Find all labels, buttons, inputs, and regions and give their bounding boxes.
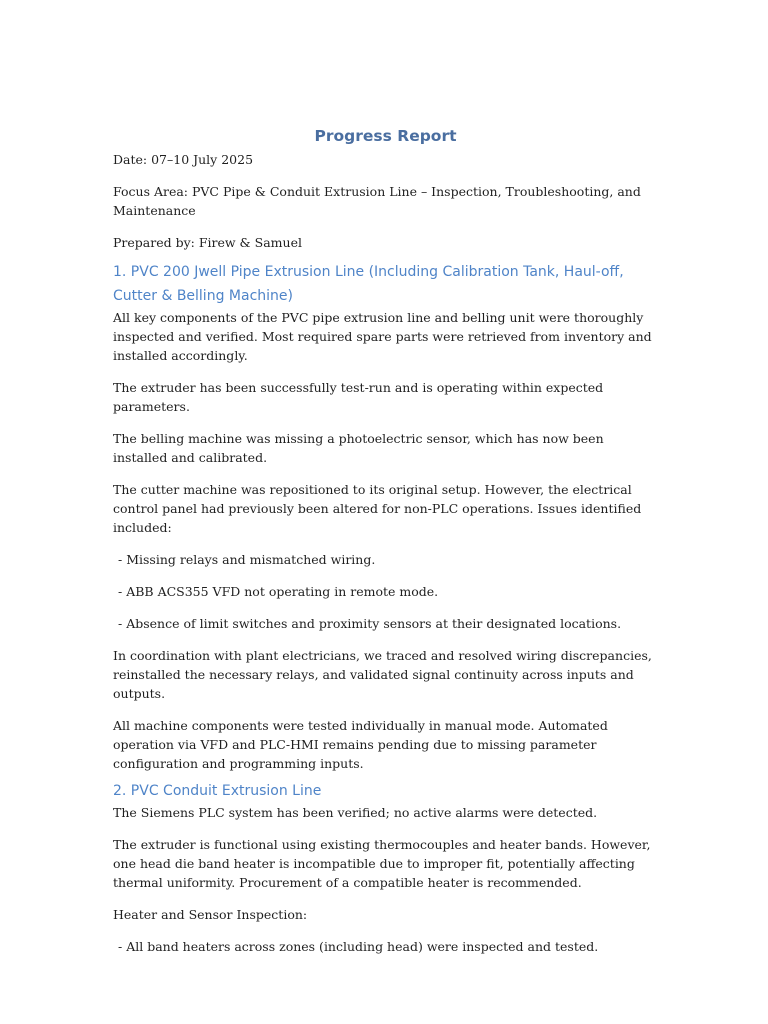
section-1-paragraph: The belling machine was missing a photoelectric sensor, which has now been installed and calibrated.	[113, 431, 604, 465]
list-item: - All band heaters across zones (including head) were inspected and tested.	[118, 939, 599, 954]
list-item: - Missing relays and mismatched wiring.	[118, 552, 376, 567]
section-2-paragraph: The Siemens PLC system has been verified; no active alarms were detected.	[113, 805, 598, 820]
document-body	[113, 125, 658, 969]
section-1-heading: 1. PVC 200 Jwell Pipe Extrusion Line (Including Calibration Tank, Haul-off, Cutter & Belling Machine)	[113, 264, 624, 304]
report-date: Date: 07–10 July 2025	[113, 152, 254, 167]
section-2-heading: 2. PVC Conduit Extrusion Line	[113, 783, 322, 799]
section-2-paragraph: Heater and Sensor Inspection:	[113, 907, 308, 922]
page-title: Progress Report	[314, 127, 457, 145]
focus-area: Focus Area: PVC Pipe & Conduit Extrusion Line – Inspection, Troubleshooting, and Maintenance	[113, 184, 641, 218]
section-1-paragraph: All key components of the PVC pipe extrusion line and belling unit were thoroughly inspected and verified. Most required spare parts were retrieved from inventory and installed accordingly.	[113, 310, 652, 363]
list-item: - Absence of limit switches and proximity sensors at their designated locations.	[118, 616, 622, 631]
section-2-paragraph: The extruder is functional using existing thermocouples and heater bands. However, one head die band heater is incompatible due to improper fit, potentially affecting thermal uniformity. Procurement of a compatible heater is recommended.	[113, 837, 651, 890]
list-item: - ABB ACS355 VFD not operating in remote mode.	[118, 584, 439, 599]
section-1-paragraph: All machine components were tested individually in manual mode. Automated operation via VFD and PLC-HMI remains pending due to missing parameter configuration and programming inputs.	[113, 718, 608, 771]
section-1-paragraph: In coordination with plant electricians, we traced and resolved wiring discrepancies, reinstalled the necessary relays, and validated signal continuity across inputs and outputs.	[113, 648, 652, 701]
section-1-paragraph: The extruder has been successfully test-run and is operating within expected parameters.	[113, 380, 604, 414]
section-1-paragraph: The cutter machine was repositioned to its original setup. However, the electrical control panel had previously been altered for non-PLC operations. Issues identified included:	[113, 482, 642, 535]
prepared-by: Prepared by: Firew & Samuel	[113, 235, 302, 250]
